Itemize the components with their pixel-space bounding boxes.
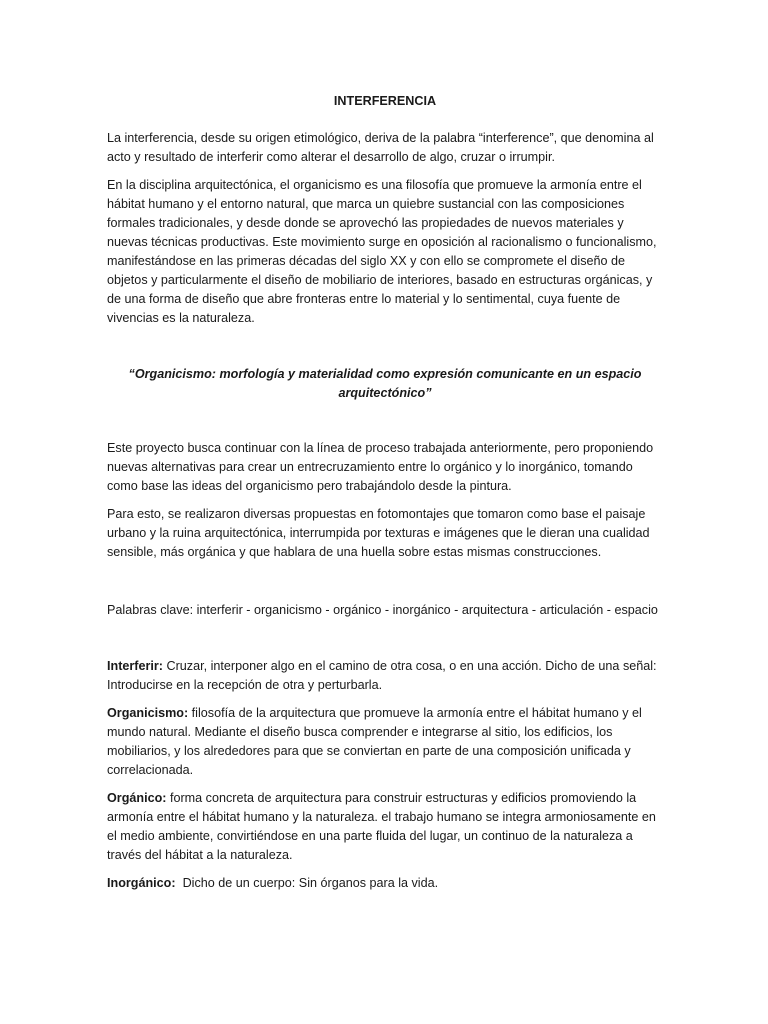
definition-term: Inorgánico: [107, 876, 176, 890]
definition-text: forma concreta de arquitectura para construir estructuras y edificios promoviendo la armonía entre el hábitat humano y la naturaleza. el trabajo humano se integra armoniosamente en el medio ambiente, convirtiéndose en una parte fluida del lugar, un continuo de la naturaleza a través del hábitat a la naturaleza. [107, 791, 656, 862]
definition-text: Dicho de un cuerpo: Sin órganos para la vida. [175, 876, 439, 890]
definition-text: Cruzar, interponer algo en el camino de otra cosa, o en una acción. Dicho de una señal: Introducirse en la recepción de otra y perturbarla. [107, 659, 657, 692]
definitions-list [107, 657, 663, 893]
document-body [107, 92, 663, 902]
definition-text: filosofía de la arquitectura que promueve la armonía entre el hábitat humano y el mundo natural. Mediante el diseño busca comprender e integrarse al sitio, los edificios, los mobiliarios, y los alrededores para que se conviertan en parte de una composición unificada y correlacionada. [107, 706, 642, 777]
project-quote-title: “Organicismo: morfología y materialidad como expresión comunicante en un espacio arquitectónico” [128, 367, 642, 400]
definition-term: Organicismo: [107, 706, 189, 720]
document-title: INTERFERENCIA [333, 94, 437, 108]
definition-term: Interferir: [107, 659, 163, 673]
definition-term: Orgánico: [107, 791, 167, 805]
organicism-paragraph: En la disciplina arquitectónica, el organicismo es una filosofía que promueve la armonía entre el hábitat humano y el entorno natural, que marca un quiebre sustancial con las composiciones formales tradicionales, y desde donde se aprovechó las propiedades de nuevos materiales y nuevas técnicas productivas. Este movimiento surge en oposición al racionalismo o funcionalismo, manifestándose en las primeras décadas del siglo XX y con ello se compromete el diseño de objetos y particularmente el diseño de mobiliario de interiores, basado en estructuras orgánicas, y de una forma de diseño que abre fronteras entre lo material y lo sentimental, cuya fuente de vivencias es la naturaleza. [107, 178, 657, 325]
definition-item [107, 789, 663, 865]
method-paragraph: Para esto, se realizaron diversas propuestas en fotomontajes que tomaron como base el paisaje urbano y la ruina arquitectónica, interrumpida por texturas e imágenes que le dieran una cualidad sensible, más orgánica y que hablara de una huella sobre estas mismas construcciones. [107, 507, 650, 559]
project-paragraph: Este proyecto busca continuar con la línea de proceso trabajada anteriormente, pero proponiendo nuevas alternativas para crear un entrecruzamiento entre lo orgánico y lo inorgánico, tomando como base las ideas del organicismo pero trabajándolo desde la pintura. [107, 441, 654, 493]
definition-item [107, 704, 663, 780]
intro-paragraph: La interferencia, desde su origen etimológico, deriva de la palabra “interference”, que denomina al acto y resultado de interferir como alterar el desarrollo de algo, cruzar o irrumpir. [107, 131, 654, 164]
definition-item [107, 874, 663, 893]
definition-item [107, 657, 663, 695]
keywords-line: Palabras clave: interferir - organicismo - orgánico - inorgánico - arquitectura - articulación - espacio [107, 603, 658, 617]
